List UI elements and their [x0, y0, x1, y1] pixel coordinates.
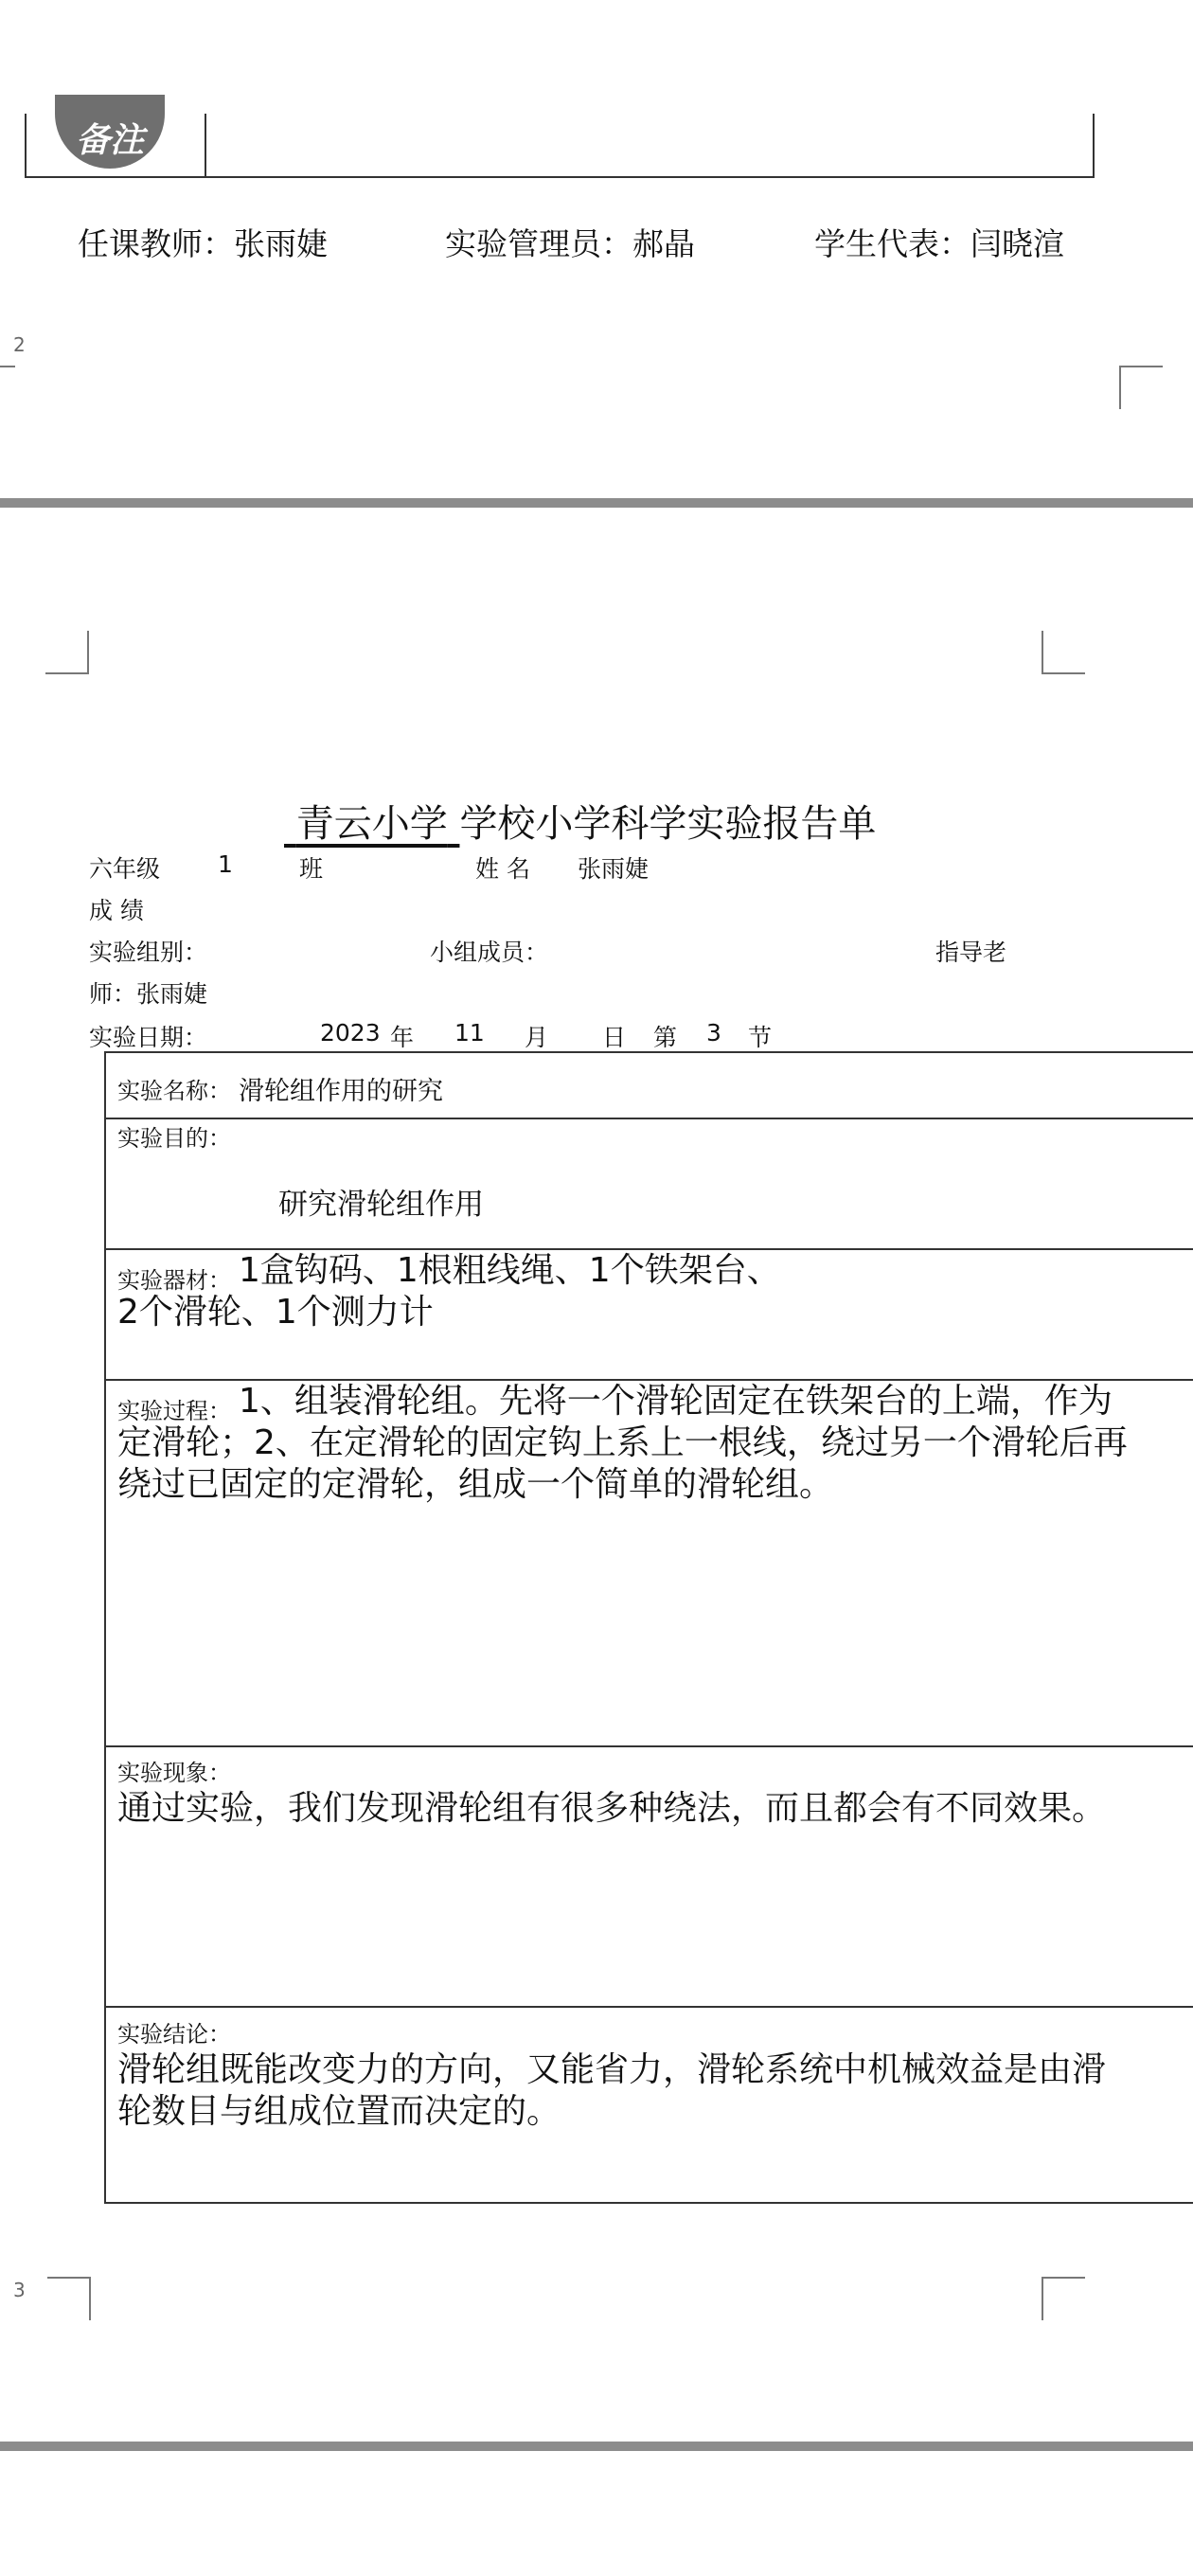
equipment-label: 实验器材：: [117, 1267, 231, 1294]
equipment-line-1: 1盒钩码、1根粗线绳、1个铁架台、: [239, 1251, 781, 1290]
class-label: 班: [299, 855, 324, 883]
phenomenon-value: 通过实验，我们发现滑轮组有很多种绕法，而且都会有不同效果。: [117, 1789, 1107, 1828]
class-number: 1: [218, 850, 233, 878]
name-label: 姓 名: [475, 855, 530, 883]
note-badge-text: 备注: [76, 121, 145, 160]
crop-mark-top-right: [1119, 366, 1163, 409]
period-number: 3: [706, 1019, 721, 1046]
report-title: [284, 794, 876, 848]
signature-manager: 实验管理员：郝晶: [445, 225, 695, 262]
page-separator: [0, 498, 1193, 508]
title-school: 青云小学: [295, 802, 448, 846]
advisor-label: 指导老: [935, 939, 1007, 966]
previous-table-frame: [25, 114, 1095, 178]
page-separator-bottom: [0, 2442, 1193, 2451]
score-label: 成 绩: [89, 897, 144, 924]
table-rule-5: [104, 2006, 1193, 2008]
conclusion-line-1: 滑轮组既能改变力的方向，又能省力，滑轮系统中机械效益是由滑: [117, 2050, 1107, 2089]
phenomenon-label: 实验现象：: [117, 1760, 231, 1786]
crop-mark-top-left: [0, 366, 15, 409]
period-prefix: 第: [653, 1024, 678, 1051]
table-rule-1: [104, 1118, 1193, 1119]
grade: 六年级: [89, 855, 161, 883]
advisor-value: 师：张雨婕: [89, 980, 208, 1008]
date-month-label: 月: [525, 1024, 549, 1051]
crop-mark-bottom-left: [47, 2277, 91, 2320]
previous-table-divider: [205, 114, 206, 178]
date-year-label: 年: [390, 1024, 415, 1051]
page-number-2: 2: [13, 333, 26, 356]
period-label: 节: [748, 1024, 773, 1051]
process-line-1: 1、组装滑轮组。先将一个滑轮固定在铁架台的上端，作为: [239, 1382, 1113, 1421]
purpose-value: 研究滑轮组作用: [278, 1188, 484, 1222]
crop-mark-corner-left: [45, 631, 89, 674]
date-month: 11: [454, 1019, 485, 1046]
signature-teacher: 任课教师：张雨婕: [78, 225, 328, 262]
date-label: 实验日期：: [89, 1024, 208, 1051]
equipment-line-2: 2个滑轮、1个测力计: [117, 1293, 434, 1332]
crop-mark-corner-right: [1042, 631, 1085, 674]
title-rest: 学校小学科学实验报告单: [459, 802, 877, 846]
page-number-3: 3: [13, 2279, 26, 2301]
report-table: [104, 1051, 1193, 2204]
conclusion-line-2: 轮数目与组成位置而决定的。: [117, 2092, 561, 2131]
conclusion-label: 实验结论：: [117, 2021, 231, 2048]
experiment-name-label: 实验名称：: [117, 1078, 231, 1104]
process-line-2: 定滑轮；2、在定滑轮的固定钩上系上一根线，绕过另一个滑轮后再: [117, 1423, 1128, 1462]
process-label: 实验过程：: [117, 1398, 231, 1424]
date-day-label: 日: [602, 1024, 627, 1051]
process-line-3: 绕过已固定的定滑轮，组成一个简单的滑轮组。: [117, 1465, 834, 1504]
table-rule-4: [104, 1745, 1193, 1747]
group-label: 实验组别：: [89, 939, 208, 966]
signature-student-rep: 学生代表：闫晓渲: [814, 225, 1064, 262]
crop-mark-bottom-right: [1042, 2277, 1085, 2320]
purpose-label: 实验目的：: [117, 1125, 231, 1152]
name-value: 张雨婕: [578, 855, 650, 883]
members-label: 小组成员：: [430, 939, 549, 966]
experiment-name-value: 滑轮组作用的研究: [239, 1077, 443, 1106]
date-year: 2023: [320, 1019, 381, 1046]
